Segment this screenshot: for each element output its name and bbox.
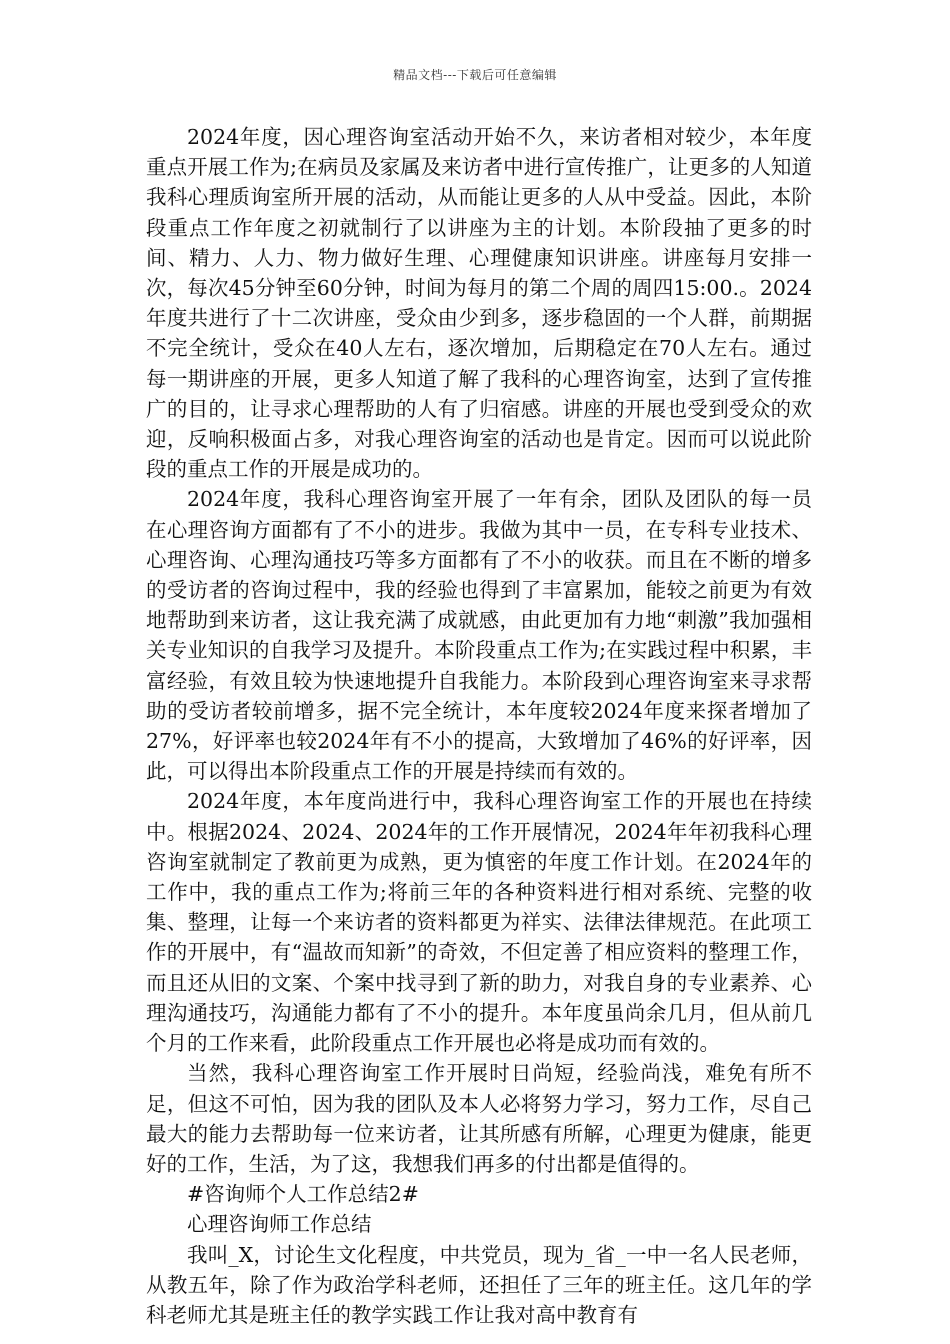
paragraph-5: 我叫_X，讨论生文化程度，中共党员，现为_省_一中一名人民老师，从教五年，除了作为政治学科老师，还担任了三年的班主任。这几年的学科老师尤其是班主任的教学实践工作让我对高中教育有 xyxy=(146,1242,812,1327)
paragraph-4: 当然，我科心理咨询室工作开展时日尚短，经验尚浅，难免有所不足，但这不可怕，因为我的团队及本人必将努力学习，努力工作，尽自己最大的能力去帮助每一位来访者，让其所感有所解，心理更为健康，能更好的工作，生活，为了这，我想我们再多的付出都是值得的。 xyxy=(146,1061,812,1176)
paragraph-2: 2024年度，我科心理咨询室开展了一年有余，团队及团队的每一员在心理咨询方面都有了不小的进步。我做为其中一员，在专科专业技术、心理咨询、心理沟通技巧等多方面都有了不小的收获。而且在不断的增多的受访者的咨询过程中，我的经验也得到了丰富累加，能较之前更为有效地帮助到来访者，这让我充满了成就感，由此更加有力地“刺激”我加强相关专业知识的自我学习及提升。本阶段重点工作为;在实践过程中积累，丰富经验，有效且较为快速地提升自我能力。本阶段到心理咨询室来寻求帮助的受访者较前增多，据不完全统计，本年度较2024年度来探者增加了27%，好评率也较2024年有不小的提高，大致增加了46%的好评率，因此，可以得出本阶段重点工作的开展是持续而有效的。 xyxy=(146,487,812,784)
section-tag: #咨询师个人工作总结2# xyxy=(187,1182,419,1207)
page-header: 精品文档---下载后可任意编辑 xyxy=(393,68,557,82)
paragraph-1: 2024年度，因心理咨询室活动开始不久，来访者相对较少，本年度重点开展工作为;在病员及家属及来访者中进行宣传推广，让更多的人知道我科心理质询室所开展的活动，从而能让更多的人从中受益。因此，本阶段重点工作年度之初就制行了以讲座为主的计划。本阶段抽了更多的时间、精力、人力、物力做好生理、心理健康知识讲座。讲座每月安排一次，每次45分钟至60分钟，时间为每月的第二个周的周四15:00.。2024年度共进行了十二次讲座，受众由少到多，逐步稳固的一个人群，前期据不完全统计，受众在40人左右，逐次增加，后期稳定在70人左右。通过每一期讲座的开展，更多人知道了解了我科的心理咨询室，达到了宣传推广的目的，让寻求心理帮助的人有了归宿感。讲座的开展也受到受众的欢迎，反响积极面占多，对我心理咨询室的活动也是肯定。因而可以说此阶段的重点工作的开展是成功的。 xyxy=(146,125,812,482)
section-title: 心理咨询师工作总结 xyxy=(187,1212,372,1237)
paragraph-3: 2024年度，本年度尚进行中，我科心理咨询室工作的开展也在持续中。根据2024、2024、2024年的工作开展情况，2024年年初我科心理咨询室就制定了教前更为成熟，更为慎密的年度工作计划。在2024年的工作中，我的重点工作为;将前三年的各种资料进行相对系统、完整的收集、整理，让每一个来访者的资料都更为祥实、法律法律规范。在此项工作的开展中，有“温故而知新”的奇效，不但定善了相应资料的整理工作，而且还从旧的文案、个案中找寻到了新的助力，对我自身的专业素养、心理沟通技巧，沟通能力都有了不小的提升。本年度虽尚余几月，但从前几个月的工作来看，此阶段重点工作开展也必将是成功而有效的。 xyxy=(146,789,812,1056)
document-body xyxy=(146,122,812,1330)
